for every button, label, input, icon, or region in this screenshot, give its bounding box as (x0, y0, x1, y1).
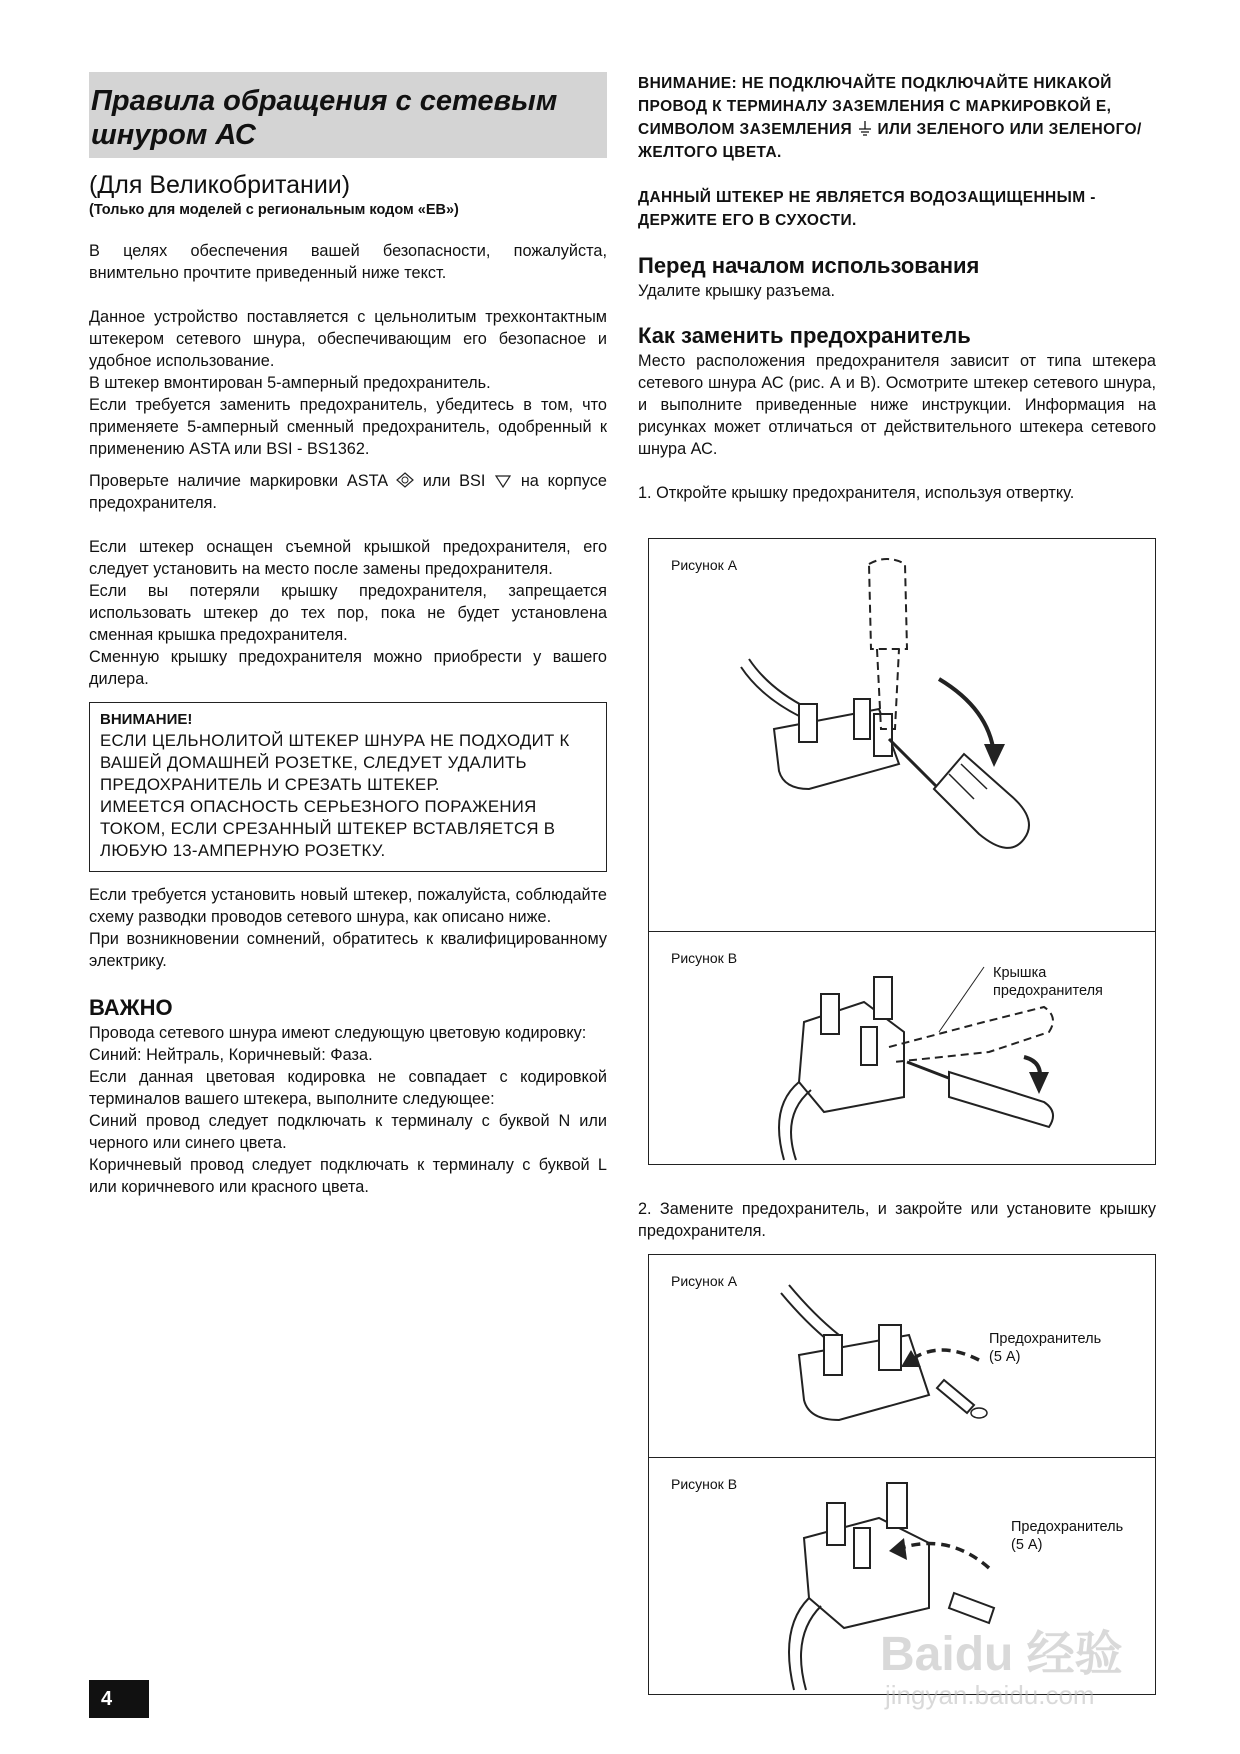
region-note: (Только для моделей с региональным кодом «EB») (89, 202, 459, 218)
step-2: 2. Замените предохранитель, и закройте или установите крышку предохранителя. (638, 1200, 1156, 1240)
paragraph: Если требуется заменить предохранитель, убедитесь в том, что применяете 5-амперный сменный предохранитель, одобренный к применению ASTA или BSI - BS1362. (89, 396, 607, 458)
baidu-watermark-url: jingyan.baidu.com (885, 1680, 1095, 1710)
right-column (638, 72, 1156, 504)
asta-mark-icon (396, 472, 414, 488)
fuse-cover-callout: Крышка предохранителя (993, 965, 1103, 999)
title-bar (89, 72, 607, 158)
page-title: Правила обращения с сетевым шнуром АС (91, 85, 558, 151)
paragraph-marking (89, 470, 607, 514)
waterproof-warning: ДАННЫЙ ШТЕКЕР НЕ ЯВЛЯЕТСЯ ВОДОЗАЩИЩЕННЫМ - ДЕРЖИТЕ ЕГО В СУХОСТИ. (638, 189, 1096, 229)
paragraph: Если вы потеряли крышку предохранителя, запрещается использовать штекер до тех пор, пока не будет установлена сменная крышка предохранителя. (89, 582, 607, 644)
important-heading: ВАЖНО (89, 995, 173, 1020)
paragraph: Провода сетевого шнура имеют следующую цветовую кодировку: (89, 1024, 587, 1042)
paragraph: Место расположения предохранителя зависит от типа штекера сетевого шнура АС (рис. А и В). Осмотрите штекер сетевого шнура, и выполните приведенные ниже инструкции. Информация на рисунках может отличаться от действительного штекера сетевого шнура АС. (638, 352, 1156, 458)
paragraph: Синий провод следует подключать к терминалу с буквой N или черного или синего цвета. (89, 1112, 607, 1152)
left-column (89, 72, 607, 1198)
paragraph: В штекер вмонтирован 5-амперный предохранитель. (89, 374, 491, 392)
figure-panel-a2 (649, 1255, 1155, 1458)
warning-box (89, 702, 607, 872)
before-use-heading: Перед началом использования (638, 253, 980, 278)
paragraph: Если штекер оснащен съемной крышкой предохранителя, его следует установить на место после замены предохранителя. (89, 538, 607, 578)
fuse-label: Предохранитель (989, 1331, 1102, 1347)
paragraph: Коричневый провод следует подключать к терминалу с буквой L или коричневого или красного цвета. (89, 1156, 607, 1196)
fuse-label: Предохранитель (1011, 1519, 1124, 1535)
fuse-callout (989, 1330, 1139, 1366)
paragraph: Если требуется установить новый штекер, пожалуйста, соблюдайте схему разводки проводов сетевого шнура, как описано ниже. (89, 886, 607, 926)
text: ВНИМАНИЕ: НЕ ПОДКЛЮЧАЙТЕ ПОДКЛЮЧАЙТЕ НИКАКОЙ ПРОВОД К ТЕРМИНАЛУ ЗАЗЕМЛЕНИЯ С МАРКИРОВКОЙ Е, СИМВОЛОМ ЗАЗЕМЛЕНИЯ (638, 75, 1112, 138)
fuse-replace-heading: Как заменить предохранитель (638, 323, 971, 348)
figure-box-open-cover (648, 538, 1156, 1165)
paragraph: В целях обеспечения вашей безопасности, пожалуйста, внимтельно прочтите приведенный ниже текст. (89, 242, 607, 282)
bsi-mark-icon (494, 472, 512, 488)
text: или BSI (422, 472, 486, 490)
figure-label: Рисунок В (671, 950, 738, 966)
plug-screwdriver-illustration (649, 539, 1155, 931)
figure-label: Рисунок А (671, 557, 738, 573)
paragraph: Синий: Нейтраль, Коричневый: Фаза. (89, 1046, 373, 1064)
figure-panel-a (649, 539, 1155, 932)
paragraph: При возникновении сомнений, обратитесь к квалифицированному электрику. (89, 930, 607, 970)
paragraph: Данное устройство поставляется с цельнолитым трехконтактным штекером сетевого шнура, обеспечивающим его безопасное и удобное использование. (89, 308, 607, 370)
paragraph: Удалите крышку разъема. (638, 282, 836, 300)
fuse-amp: (5 А) (989, 1349, 1021, 1365)
warning-title: ВНИМАНИЕ! (100, 711, 193, 728)
fuse-amp: (5 А) (1011, 1537, 1043, 1553)
warning-text: ИМЕЕТСЯ ОПАСНОСТЬ СЕРЬЕЗНОГО ПОРАЖЕНИЯ ТОКОМ, ЕСЛИ СРЕЗАННЫЙ ШТЕКЕР ВСТАВЛЯЕТСЯ В ЛЮБУЮ 13-АМПЕРНУЮ РОЗЕТКУ. (100, 797, 556, 860)
paragraph: Сменную крышку предохранителя можно приобрести у вашего дилера. (89, 648, 607, 688)
figure-panel-b (649, 932, 1155, 1164)
fuse-callout (1011, 1518, 1141, 1554)
figure-label: Рисунок В (671, 1476, 738, 1492)
page-number: 4 (89, 1680, 149, 1718)
step-1: 1. Откройте крышку предохранителя, используя отвертку. (638, 484, 1075, 502)
text: на корпусе предохранителя. (89, 472, 607, 512)
ground-symbol-icon (857, 120, 873, 136)
subtitle: (Для Великобритании) (89, 171, 351, 199)
text: ИЛИ ЗЕЛЕНОГО ИЛИ ЗЕЛЕНОГО/ЖЕЛТОГО ЦВЕТА. (638, 121, 1142, 161)
warning-text: ЕСЛИ ЦЕЛЬНОЛИТОЙ ШТЕКЕР ШНУРА НЕ ПОДХОДИТ К ВАШЕЙ ДОМАШНЕЙ РОЗЕТКЕ, СЛЕДУЕТ УДАЛИТЬ ПРЕДОХРАНИТЕЛЬ И СРЕЗАТЬ ШТЕКЕР. (100, 731, 570, 794)
baidu-watermark: Baidu 经验 (880, 1628, 1123, 1681)
earth-warning (638, 72, 1156, 164)
figure-label: Рисунок А (671, 1273, 738, 1289)
text: Проверьте наличие маркировки ASTA (89, 472, 388, 490)
paragraph: Если данная цветовая кодировка не совпадает с кодировкой терминалов вашего штекера, выполните следующее: (89, 1068, 607, 1108)
step-2-wrap (638, 1198, 1156, 1242)
